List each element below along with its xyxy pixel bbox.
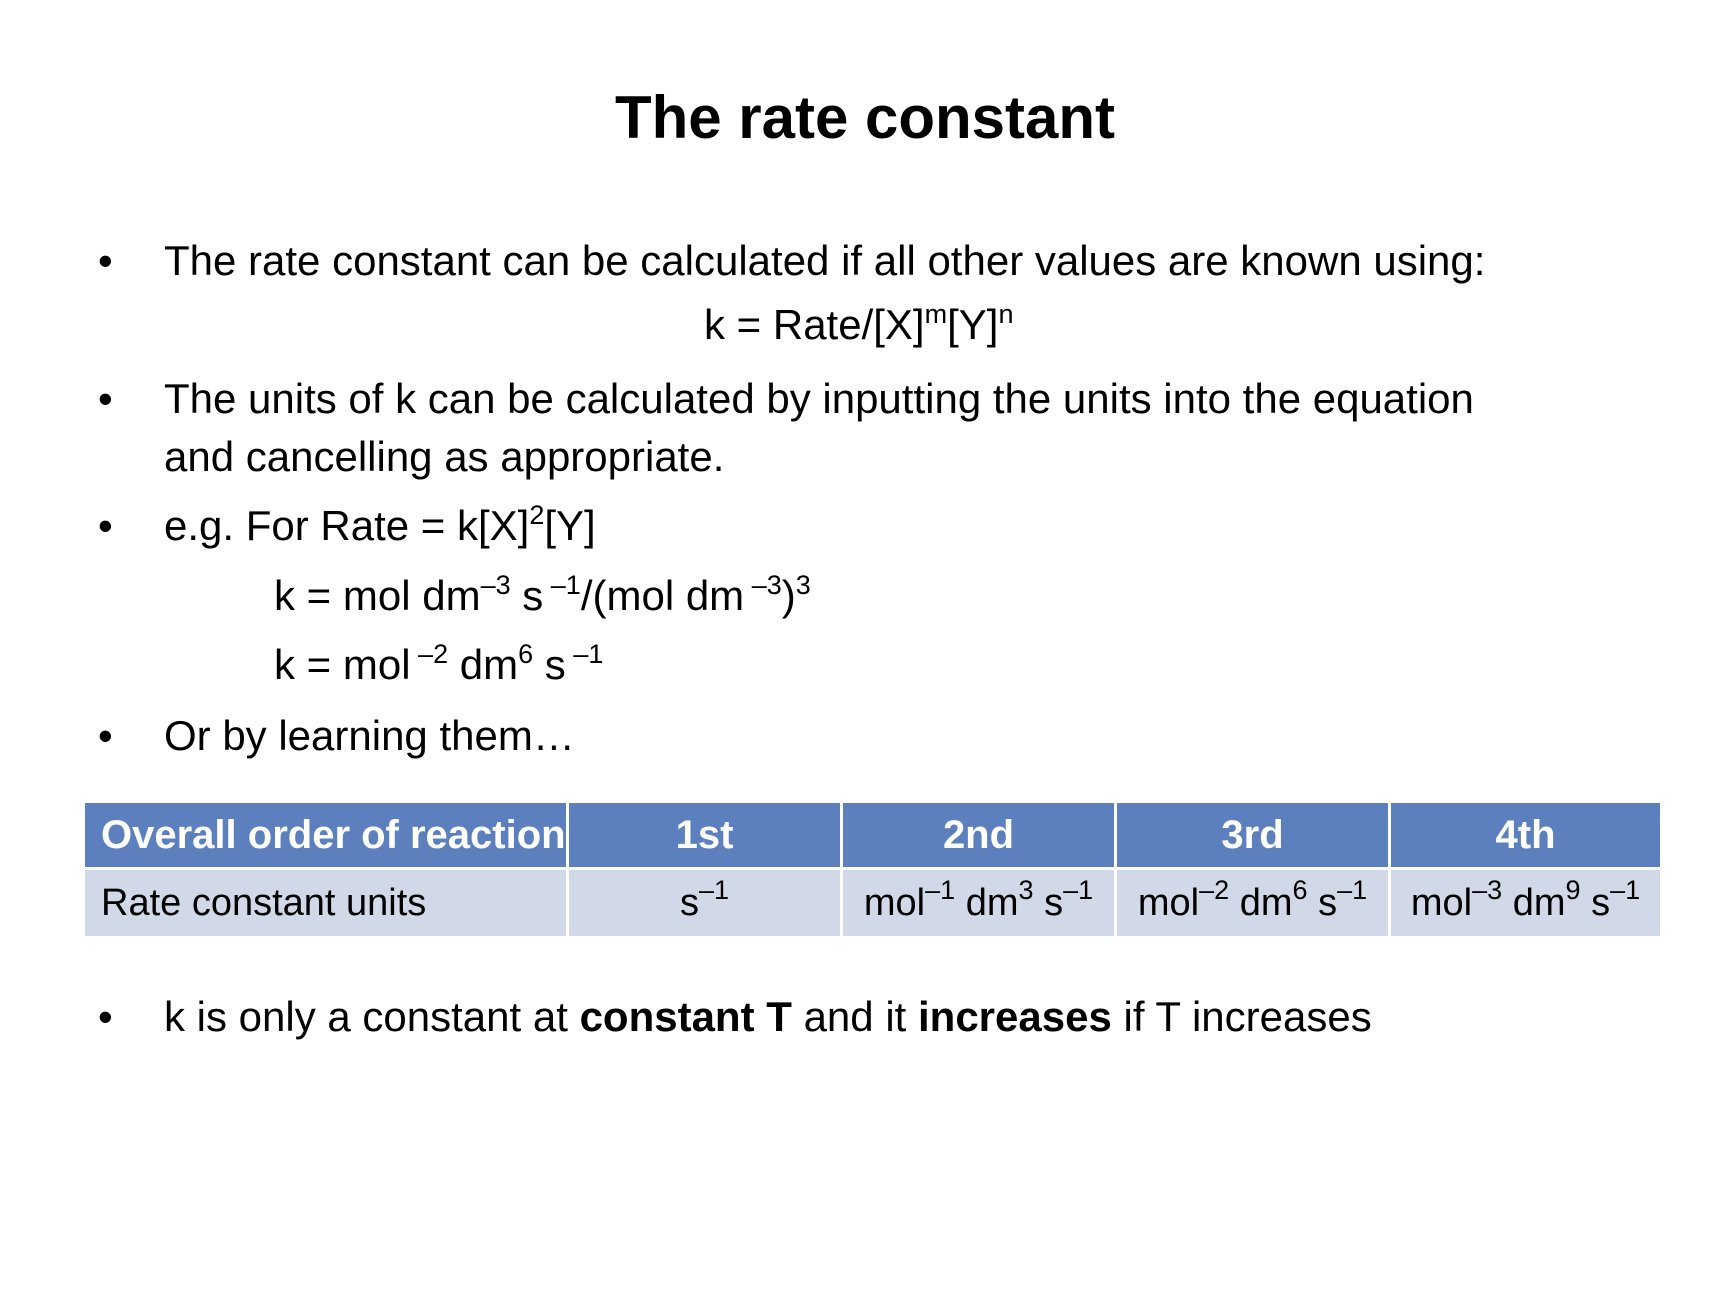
example-line-2: k = mol $^{-2}$ $dm^6$ s $^{-1}$ bbox=[274, 639, 604, 688]
table-header-cell: 3rd bbox=[1116, 802, 1390, 869]
table-header-cell: 2nd bbox=[842, 802, 1116, 869]
table-header-cell: 1st bbox=[568, 802, 842, 869]
slide-title: The rate constant bbox=[614, 84, 1116, 151]
bullet-2-text-line2: and cancelling as appropriate. bbox=[164, 433, 725, 480]
bullet-dot-icon: • bbox=[98, 712, 113, 759]
table-cell: mol$^{-2}$ $dm^6$ $s^{-1}$ bbox=[1116, 869, 1390, 938]
table-header-row bbox=[84, 802, 1662, 869]
table-row bbox=[84, 869, 1662, 938]
table-row-label: Rate constant units bbox=[84, 869, 568, 938]
bullet-dot-icon: • bbox=[98, 502, 113, 549]
bullet-3-text: e.g. For Rate = $k[X]^2[Y]$ bbox=[164, 500, 596, 549]
bullet-dot-icon: • bbox=[98, 237, 113, 284]
table-cell: mol$^{-1}$ $dm^3$ $s^{-1}$ bbox=[842, 869, 1116, 938]
table-cell: $s^{-1}$ bbox=[568, 869, 842, 938]
table-header-cell: 4th bbox=[1390, 802, 1662, 869]
example-line-1: k = mol $dm^{-3}$ s $^{-1}$/(mol dm $^{-3}$)$^3$ bbox=[274, 570, 811, 619]
rate-constant-equation: k = Rate/$[X]^m[Y]^n$ bbox=[704, 299, 1014, 348]
bullet-5-text: k is only a constant at constant T and it increases if T increases bbox=[164, 993, 1372, 1040]
bullet-4-text: Or by learning them… bbox=[164, 712, 575, 759]
table-header-cell: Overall order of reaction bbox=[84, 802, 568, 869]
table-cell: mol$^{-3}$ $dm^9$ $s^{-1}$ bbox=[1390, 869, 1662, 938]
bullet-dot-icon: • bbox=[98, 375, 113, 422]
bullet-2-text-line1: The units of k can be calculated by inputting the units into the equation bbox=[164, 375, 1474, 422]
rate-constant-units-table bbox=[82, 800, 1663, 939]
bullet-1-text: The rate constant can be calculated if all other values are known using: bbox=[164, 237, 1486, 284]
bullet-dot-icon: • bbox=[98, 993, 113, 1040]
